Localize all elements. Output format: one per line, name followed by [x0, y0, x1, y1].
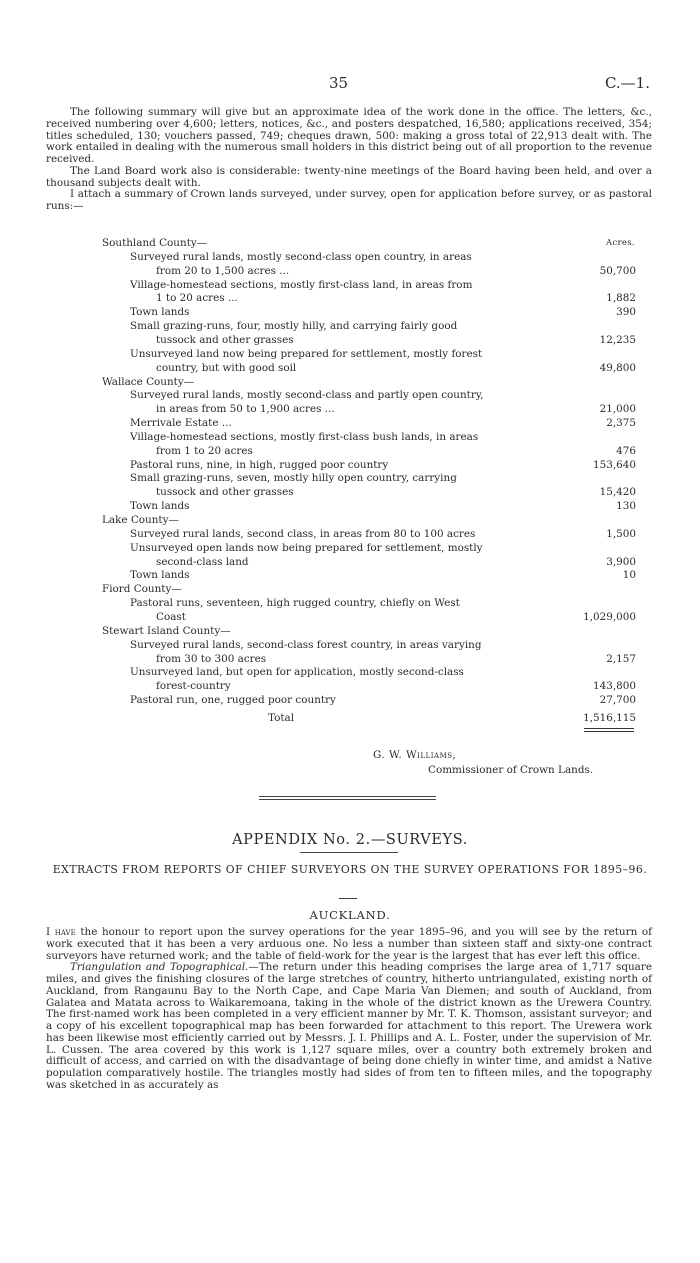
summary-row-label: Small grazing-runs, four, mostly hilly, and carrying fairly good [130, 320, 458, 333]
summary-row-label: Town lands [130, 306, 190, 319]
summary-row-label: Surveyed rural lands, second class, in areas from 80 to 100 acres [130, 527, 476, 540]
summary-row-label: Surveyed rural lands, mostly second-class open country, in areas [130, 250, 472, 263]
summary-row-label: Wallace County— [102, 375, 195, 388]
summary-row-label: tussock and other grasses [156, 486, 294, 499]
extracts-title: EXTRACTS FROM REPORTS OF CHIEF SURVEYORS ON THE SURVEY OPERATIONS FOR 1895–96. [52, 863, 648, 876]
summary-row [46, 279, 656, 293]
summary-row [46, 556, 656, 570]
summary-row-label: Pastoral runs, nine, in high, rugged poor country [130, 458, 389, 471]
summary-row-label: Village-homestead sections, mostly first-class land, in areas from [130, 278, 473, 291]
summary-row-label: Town lands [130, 569, 190, 582]
summary-total-label: Total [268, 711, 295, 724]
intro-text [46, 107, 652, 213]
intro-paragraph: I attach a summary of Crown lands surveyed, under survey, open for application before survey, or as pastoral runs:— [46, 188, 652, 212]
report-paragraph [46, 927, 652, 962]
summary-row-acres: 1,882 [606, 292, 636, 305]
summary-row-label: from 1 to 20 acres [156, 444, 253, 457]
summary-row-label: Village-homestead sections, mostly first-class bush lands, in areas [130, 430, 479, 443]
summary-row-label: second-class land [156, 555, 249, 568]
summary-row-label: in areas from 50 to 1,900 acres ... [156, 403, 335, 416]
summary-row-label: Stewart Island County— [102, 624, 231, 637]
summary-row [46, 348, 656, 362]
summary-row [46, 389, 656, 403]
summary-row [46, 472, 656, 486]
summary-row [46, 292, 656, 306]
page-header [0, 74, 700, 92]
section-divider [259, 799, 436, 800]
summary-row [46, 306, 656, 320]
section-divider [259, 796, 436, 797]
summary-row-acres: 153,640 [593, 458, 636, 471]
summary-row [46, 417, 656, 431]
report-paragraph [46, 962, 652, 1091]
summary-row [46, 666, 656, 680]
total-underline [584, 728, 634, 729]
summary-row-acres: 27,700 [599, 694, 636, 707]
summary-row-label: 1 to 20 acres ... [156, 292, 238, 305]
county-heading [46, 625, 656, 639]
summary-row [46, 445, 656, 459]
report-paragraph-body: the honour to report upon the survey operations for the year 1895–96, and you will see by the return of work executed that it has been a very arduous one. No less a number than sixteen staff and sixty-one contract surveyors have returned work; and the table of field-work for the year is the largest that has ever left this office. [46, 926, 652, 962]
summary-row-label: Town lands [130, 500, 190, 513]
summary-row-acres: 2,375 [606, 417, 636, 430]
summary-row-label: country, but with good soil [156, 361, 297, 374]
summary-row-acres: 390 [616, 306, 636, 319]
summary-row-label: Surveyed rural lands, second-class forest country, in areas varying [130, 638, 482, 651]
intro-paragraph: The following summary will give but an approximate idea of the work done in the office. The letters, &c., received numbering over 4,600; letters, notices, &c., and posters despatched, 16,580; applications received, 354; titles scheduled, 130; vouchers passed, 749; cheques drawn, 500: making a gross total of 22,913 dealt with. The work entailed in dealing with the numerous small holders in this district being out of all proportion to the revenue received. [46, 106, 652, 165]
summary-row [46, 431, 656, 445]
summary-row [46, 597, 656, 611]
summary-row-acres: 130 [616, 500, 636, 513]
summary-row-acres: 12,235 [599, 333, 636, 346]
summary-row-label: tussock and other grasses [156, 333, 294, 346]
appendix-title: APPENDIX No. 2.—SURVEYS. [232, 832, 468, 848]
summary-row [46, 403, 656, 417]
summary-row [46, 265, 656, 279]
summary-total-value: 1,516,115 [583, 711, 636, 724]
summary-row [46, 653, 656, 667]
summary-row-label: from 20 to 1,500 acres ... [156, 264, 290, 277]
summary-row [46, 611, 656, 625]
page-number: 35 [329, 74, 349, 92]
summary-row-label: Southland County— [102, 237, 208, 249]
acres-column-header: Acres. [606, 238, 635, 248]
signatory-name: G. W. Williams, [373, 749, 457, 761]
summary-row-label: Unsurveyed land now being prepared for settlement, mostly forest [130, 347, 483, 360]
signatory-title: Commissioner of Crown Lands. [428, 764, 594, 776]
summary-row-acres: 49,800 [599, 361, 636, 374]
county-heading [46, 583, 656, 597]
summary-row-acres: 15,420 [599, 486, 636, 499]
section-heading: AUCKLAND. [309, 908, 391, 922]
summary-row [46, 542, 656, 556]
summary-row [46, 486, 656, 500]
summary-row [46, 459, 656, 473]
summary-row-acres: 10 [622, 569, 636, 582]
summary-row-label: Small grazing-runs, seven, mostly hilly open country, carrying [130, 472, 457, 485]
summary-row [46, 639, 656, 653]
summary-row-acres: 1,029,000 [583, 610, 636, 623]
report-text [46, 927, 652, 1092]
summary-row-acres: 3,900 [606, 555, 636, 568]
summary-row-label: Fiord County— [102, 583, 182, 596]
summary-row [46, 569, 656, 583]
summary-row [46, 334, 656, 348]
report-paragraph-body: —The return under this heading comprises the large area of 1,717 square miles, and gives the finishing closures of the large stretches of country, hitherto untriangulated, existing north of Auckland, from Rangaunu Bay to the North Cape, and Cape Maria Van Diemen; and south of Auckland, from Galatea and Matata across to Waikaremoana, taking in the whole of the district known as the Urewera Country. The first-named work has been completed in a very efficient manner by Mr. T. K. Thomson, assistant surveyor; and a copy of his excellent topographical map has been forwarded for attachment to this report. The Urewera work has been likewise most efficiently carried out by Messrs. J. I. Phillips and A. L. Foster, under the supervision of Mr. L. Cussen. The area covered by this work is 1,127 square miles, over a country both extremely broken and difficult of access, and carried on with the disadvantage of being done chiefly in winter time, and amidst a Native population comparatively hostile. The triangles mostly had sides of from ten to fifteen miles, and the topography was sketched in as accurately as [46, 961, 652, 1091]
extracts-underline [339, 898, 357, 899]
summary-row [46, 500, 656, 514]
summary-row-label: Pastoral run, one, rugged poor country [130, 694, 336, 707]
summary-row-acres: 143,800 [593, 680, 636, 693]
summary-row [46, 362, 656, 376]
document-reference: C.—1. [604, 74, 650, 92]
total-underline [584, 731, 634, 732]
summary-row [46, 528, 656, 542]
summary-row-label: forest-country [156, 680, 231, 693]
summary-row-acres: 1,500 [606, 527, 636, 540]
report-subheading: Triangulation and Topographical. [70, 961, 249, 974]
summary-row-label: Surveyed rural lands, mostly second-class and partly open country, [130, 389, 484, 402]
summary-row-acres: 50,700 [599, 264, 636, 277]
summary-row [46, 694, 656, 708]
summary-row-label: Pastoral runs, seventeen, high rugged country, chiefly on West [130, 597, 460, 610]
summary-row-label: Merrivale Estate ... [130, 417, 232, 430]
county-heading [46, 514, 656, 528]
summary-row-acres: 2,157 [606, 652, 636, 665]
summary-row [46, 320, 656, 334]
summary-row-label: from 30 to 300 acres [156, 652, 267, 665]
summary-total-row [46, 712, 656, 726]
summary-row-label: Unsurveyed open lands now being prepared for settlement, mostly [130, 541, 483, 554]
county-heading [46, 376, 656, 390]
title-underline [300, 852, 398, 853]
county-heading [46, 237, 656, 251]
intro-paragraph: The Land Board work also is considerable: twenty-nine meetings of the Board having been held, and over a thousand subjects dealt with. [46, 164, 652, 189]
summary-row-acres: 476 [616, 444, 636, 457]
summary-row-label: Unsurveyed land, but open for application, mostly second-class [130, 666, 464, 679]
opening-word: I have [46, 926, 76, 938]
summary-row-label: Lake County— [102, 514, 179, 526]
summary-row [46, 251, 656, 265]
summary-row-label: Coast [156, 610, 186, 623]
summary-row [46, 680, 656, 694]
summary-row-acres: 21,000 [599, 403, 636, 416]
